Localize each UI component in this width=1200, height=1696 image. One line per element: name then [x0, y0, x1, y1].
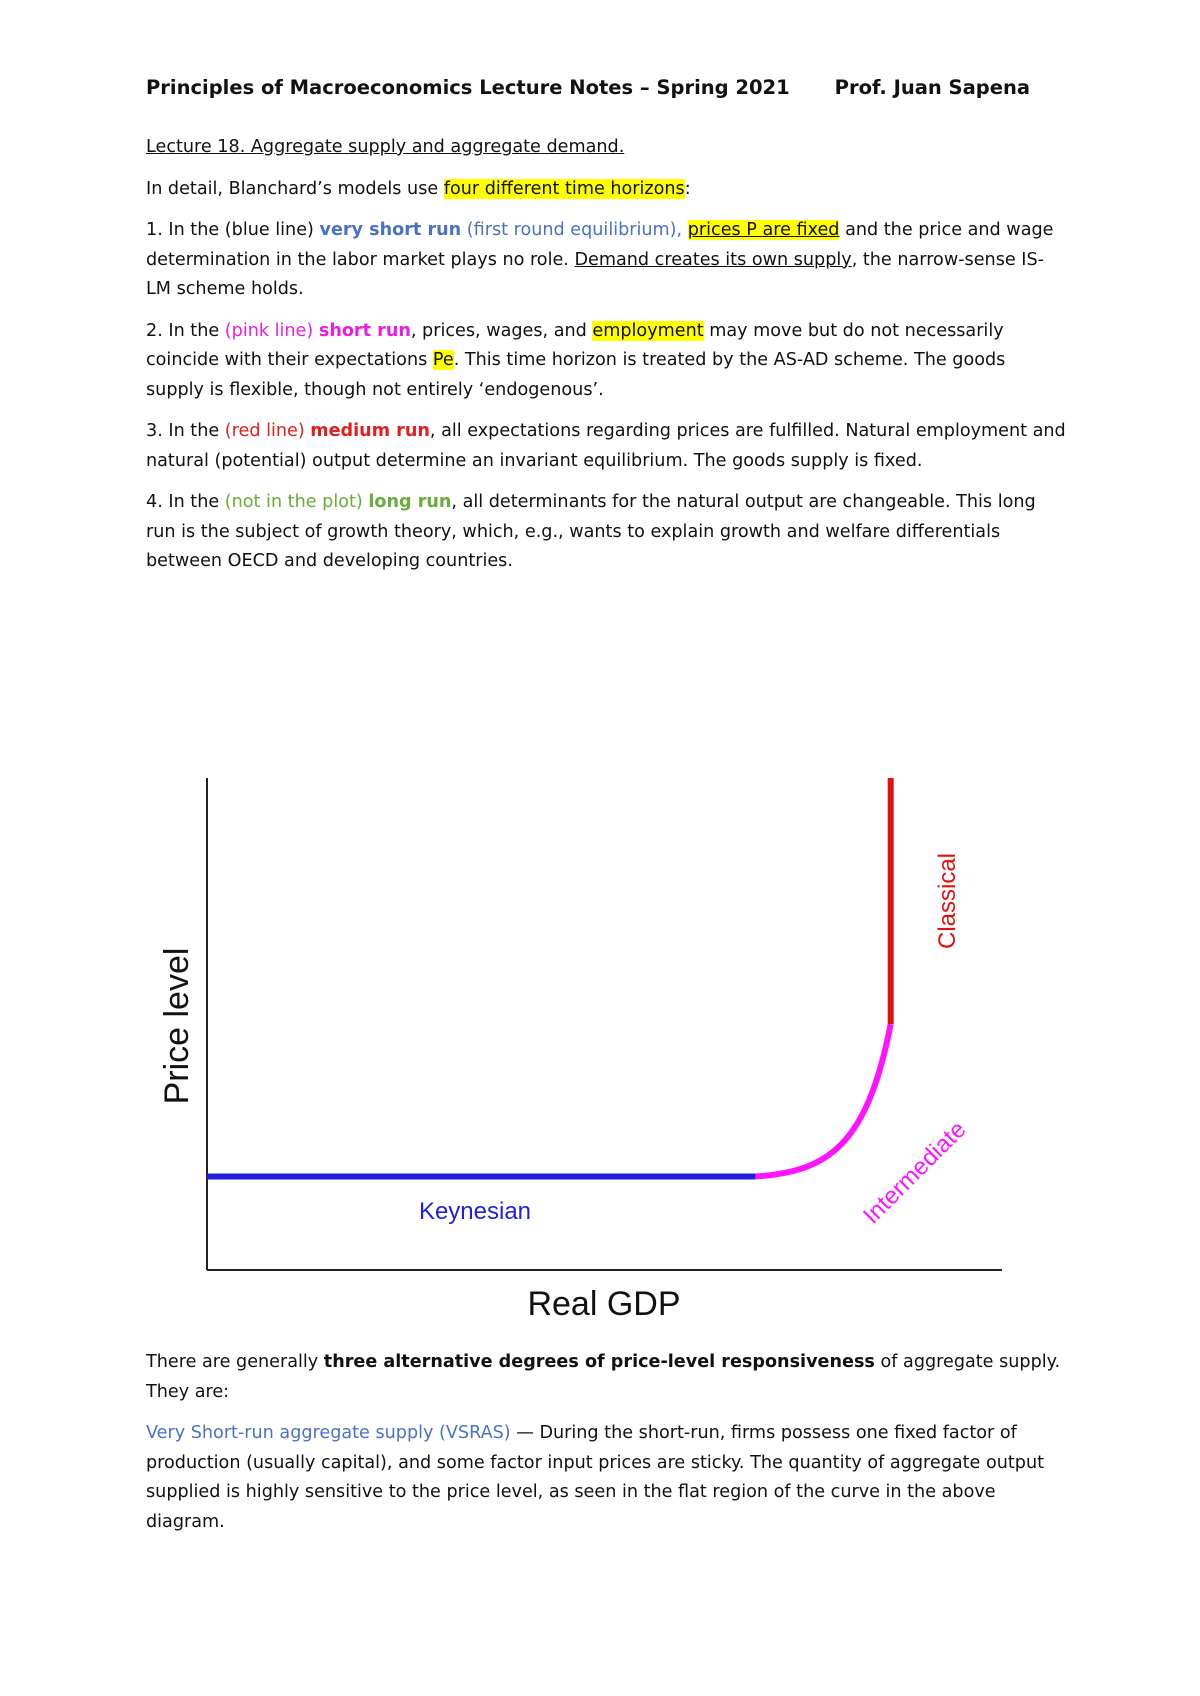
- item-2-rest2: may move but do not necessarily coincide with their expectations: [146, 320, 1004, 370]
- notes-body-continued: [146, 1348, 1066, 1537]
- classical-label: Classical: [934, 852, 961, 950]
- header-title: Principles of Macroeconomics Lecture Notes – Spring 2021: [146, 76, 790, 99]
- item-3-rest1: , all expectations regarding prices are fulfilled. Natural employment and natural (potential) output determine an invariant equilibrium. The goods supply is fixed.: [146, 421, 1066, 471]
- intro-text: In detail, Blanchard’s models use: [146, 178, 444, 199]
- item-2-rest3: . This time horizon is treated by the AS-AD scheme. The goods supply is flexible, though not entirely ‘endogenous’.: [146, 350, 1006, 400]
- item-2-rest1: , prices, wages, and: [410, 320, 593, 341]
- vsras-term: Very Short-run aggregate supply (VSRAS): [146, 1423, 511, 1443]
- item-1-rest2: , the narrow-sense IS-LM scheme holds.: [146, 249, 1044, 299]
- item-4-term: long run: [368, 492, 452, 512]
- intro-end: :: [684, 178, 691, 199]
- item-1-num: 1. In the: [146, 220, 225, 240]
- x-axis-label: Real GDP: [527, 1285, 681, 1323]
- item-1-underlined: Demand creates its own supply: [574, 249, 852, 270]
- item-4-color-note: (not in the plot): [224, 492, 369, 512]
- after-post: of aggregate supply. They are:: [146, 1352, 1061, 1402]
- item-4-rest1: , all determinants for the natural output are changeable. This long run is the subject of growth theory, which, e.g., wants to explain growth and welfare differentials between OECD and developing countries.: [146, 492, 1036, 571]
- y-axis-label: Price level: [158, 947, 196, 1105]
- keynesian-label: Keynesian: [418, 1198, 532, 1225]
- lecture-title: Lecture 18. Aggregate supply and aggregate demand.: [146, 137, 625, 157]
- responsiveness-paragraph: [146, 1348, 1066, 1407]
- vsras-paragraph: [146, 1419, 1066, 1537]
- item-2-term: short run: [318, 320, 411, 341]
- intro-highlight: four different time horizons: [443, 178, 685, 199]
- item-1-term-note: (first round equilibrium),: [461, 220, 688, 240]
- series-line-intermediate: [756, 1024, 891, 1177]
- item-3-num: 3. In the: [146, 421, 225, 441]
- item-1-color-note: (blue line): [224, 220, 320, 240]
- item-2-highlight: employment: [592, 320, 704, 341]
- item-4-num: 4. In the: [146, 492, 225, 512]
- header-author: Prof. Juan Sapena: [834, 76, 1030, 99]
- after-pre: There are generally: [146, 1352, 324, 1372]
- after-bold: three alternative degrees of price-level responsiveness: [323, 1352, 875, 1372]
- item-1-rest1: and the price and wage determination in the labor market plays no role.: [146, 220, 1054, 270]
- item-2-color-note: (pink line): [224, 320, 319, 341]
- item-1-term: very short run: [319, 220, 462, 240]
- item-3-term: medium run: [310, 421, 430, 441]
- item-1-highlight: prices P are fixed: [687, 220, 840, 240]
- item-2-num: 2. In the: [146, 320, 225, 341]
- vsras-rest: — During the short-run, firms possess one fixed factor of production (usually capital), and some factor input prices are sticky. The quantity of aggregate output supplied is highly sensitive to the price level, as seen in the flat region of the curve in the above diagram.: [146, 1423, 1045, 1532]
- intermediate-label: Intermediate: [857, 1115, 972, 1230]
- item-2-highlight2: Pe: [432, 350, 454, 370]
- item-3-color-note: (red line): [224, 421, 311, 441]
